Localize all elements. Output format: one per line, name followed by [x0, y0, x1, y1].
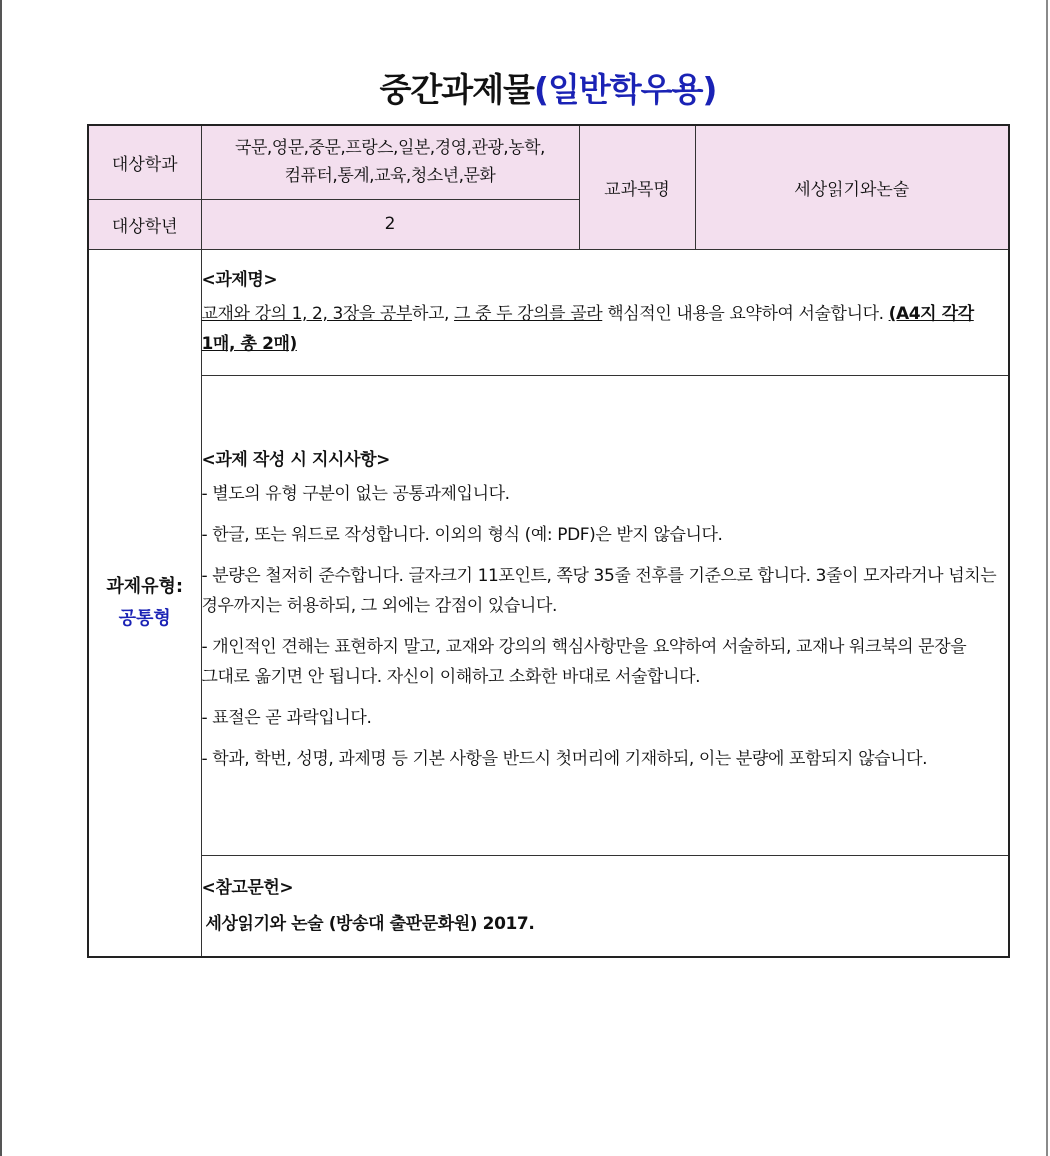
task-heading: <과제명> [201, 270, 278, 290]
instruction-item: - 개인적인 견해는 표현하지 말고, 교재와 강의의 핵심사항만을 요약하여 서술하되, 교재나 워크북의 문장을 그대로 옮기면 안 됩니다. 자신이 이해하고 소화한 바대로 서술합니다. [201, 637, 967, 687]
page-right-edge [1046, 0, 1048, 1156]
instruction-item: - 표절은 곧 과락입니다. [201, 708, 372, 728]
task-chapters: 교재와 강의 1, 2, 3장을 공부 [201, 304, 412, 324]
course-label-cell [579, 125, 695, 249]
task-choose-two: 그 중 두 강의를 골라 [454, 304, 603, 324]
instructions-heading: <과제 작성 시 지시사항> [201, 450, 390, 470]
task-text-b: 핵심적인 내용을 요약하여 서술합니다. [602, 304, 889, 324]
instruction-item: - 별도의 유형 구분이 없는 공통과제입니다. [201, 484, 510, 504]
year-value: 2 [384, 214, 396, 234]
year-label-cell [88, 199, 201, 249]
dept-line-2: 컴퓨터,통계,교육,청소년,문화 [284, 166, 496, 187]
task-text-a: 하고, [411, 304, 455, 324]
dept-label-cell [88, 125, 201, 199]
year-label: 대상학년 [111, 216, 178, 237]
instructions-cell [201, 375, 1009, 855]
page-title [0, 64, 1050, 111]
references-text: 세상읽기와 논술 (방송대 출판문화원) 2017. [205, 913, 535, 934]
references-heading: <참고문헌> [201, 877, 294, 898]
title-accent: (일반학우용) [533, 70, 717, 109]
instruction-item: - 한글, 또는 워드로 작성합니다. 이외의 형식 (예: PDF)은 받지 않습니다. [201, 525, 723, 545]
assignment-type-label: 과제유형: [106, 575, 184, 597]
instruction-item: - 분량은 철저히 준수합니다. 글자크기 11포인트, 쪽당 35줄 전후를 기준으로 합니다. 3줄이 모자라거나 넘치는 경우까지는 허용하되, 그 외에는 감점이 있습니다. [201, 566, 997, 616]
course-value: 세상읽기와논술 [794, 179, 910, 200]
year-value-cell [201, 199, 579, 249]
instruction-item: - 학과, 학번, 성명, 과제명 등 기본 사항을 반드시 첫머리에 기재하되, 이는 분량에 포함되지 않습니다. [201, 749, 928, 769]
assignment-table [87, 124, 1010, 958]
references-cell [201, 855, 1009, 957]
assignment-type-value: 공통형 [118, 607, 171, 629]
title-main: 중간과제물 [379, 70, 534, 109]
assignment-type-cell [88, 249, 201, 957]
page-left-edge [0, 0, 2, 1156]
dept-line-1: 국문,영문,중문,프랑스,일본,경영,관광,농학, [235, 138, 545, 159]
task-cell [201, 249, 1009, 375]
course-value-cell [695, 125, 1009, 249]
course-label: 교과목명 [604, 179, 670, 200]
dept-value-cell [201, 125, 579, 199]
task-length: (A4지 각각 1매, 총 2매) [201, 304, 974, 354]
task-description [202, 299, 1009, 359]
dept-label: 대상학과 [111, 154, 178, 175]
